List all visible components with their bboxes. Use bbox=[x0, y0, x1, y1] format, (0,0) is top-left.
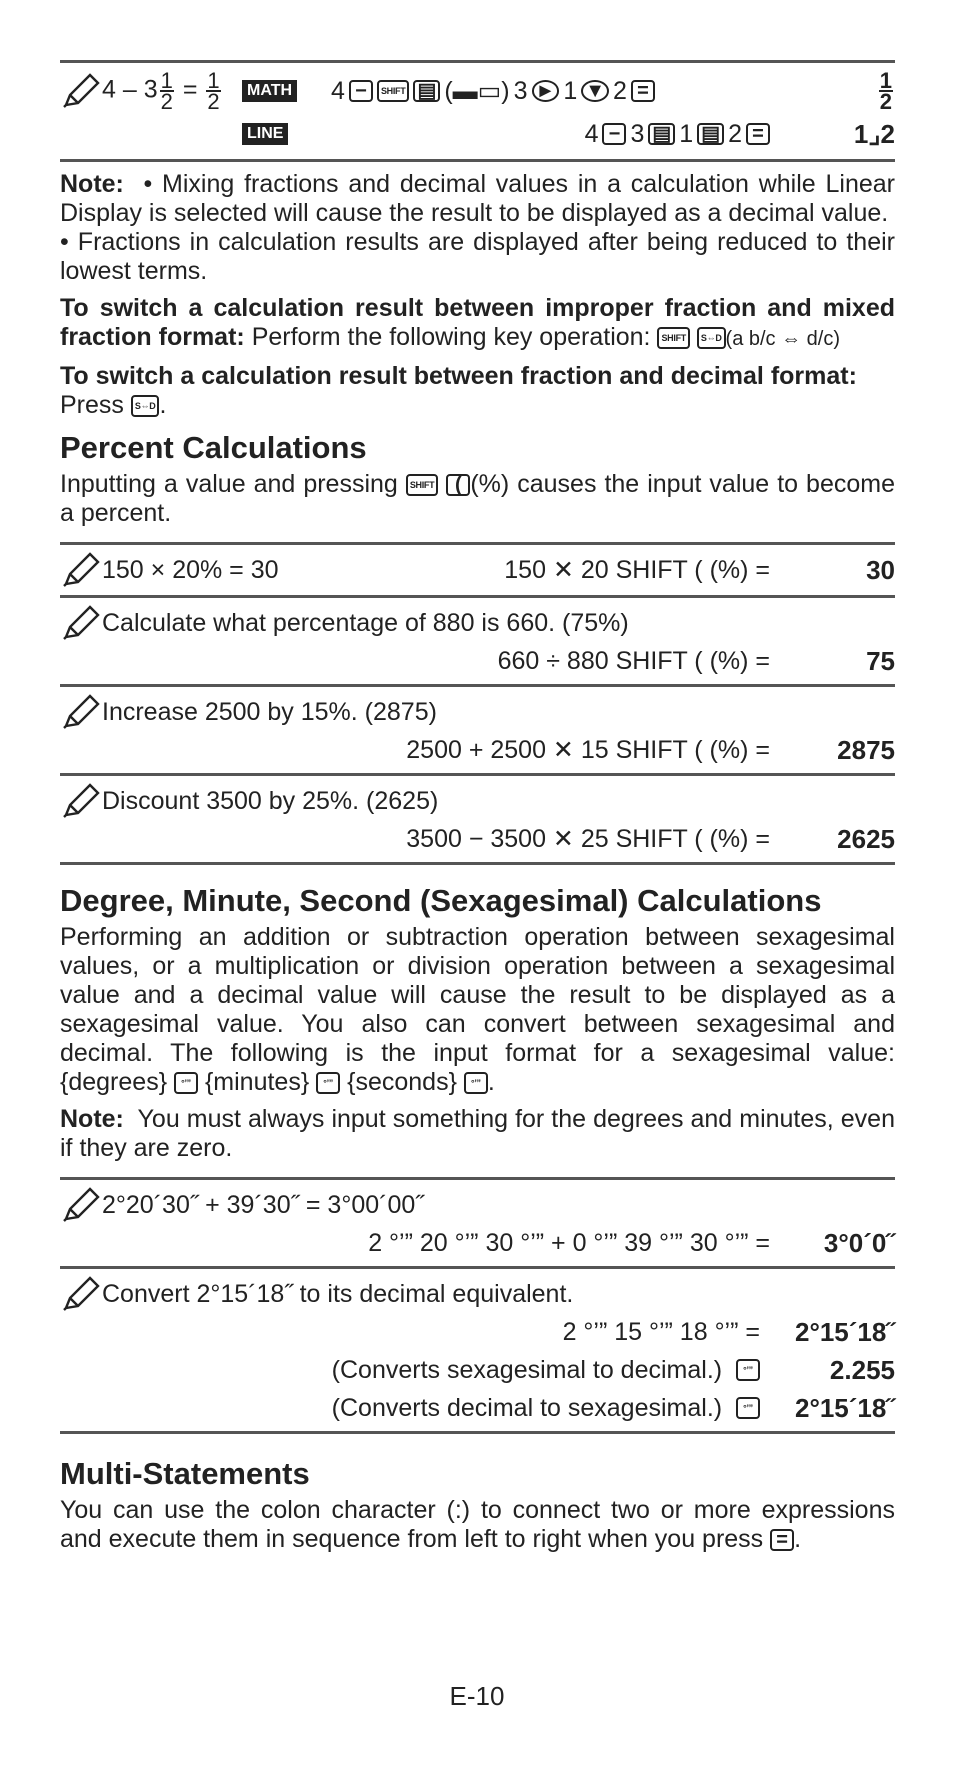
pencil-icon bbox=[60, 783, 102, 819]
math-badge: MATH bbox=[242, 80, 297, 102]
math-key-sequence: 4 − SHIFT ▤ (▬▭) 3 ► 1 ▼ 2 = bbox=[297, 77, 770, 106]
multi-heading: Multi-Statements bbox=[60, 1456, 310, 1491]
dms-convert-example: Convert 2°15´18˝ to its decimal equivalent. 2 °’” 15 °’” 18 °’” = 2°15´18˝ (Converts sexagesimal to decimal.) °’” 2.255 (Converts decimal to sexagesimal.) °’” 2°15´18˝ bbox=[60, 1269, 895, 1434]
dms-heading: Degree, Minute, Second (Sexagesimal) Calculations bbox=[60, 883, 822, 918]
dms-example: 2°20´30˝ + 39´30˝ = 3°00´00˝ 2 °’” 20 °’” 30 °’” + 0 °’” 39 °’” 30 °’” = 3°0´0˝ bbox=[60, 1180, 895, 1269]
pencil-icon bbox=[60, 1276, 102, 1312]
page-number: E-10 bbox=[449, 1681, 505, 1711]
pencil-icon bbox=[60, 694, 102, 730]
percent-heading: Percent Calculations bbox=[60, 430, 367, 465]
pencil-icon bbox=[60, 552, 102, 588]
multi-paragraph: You can use the colon character (:) to connect two or more expressions and execute them in sequence from left to right when you press = . bbox=[60, 1496, 895, 1553]
pencil-icon bbox=[60, 1187, 102, 1223]
sd-key: S⇔D bbox=[131, 395, 160, 417]
note-fractions: Note: • Mixing fractions and decimal values in a calculation while Linear Display is selected will cause the result to be displayed as a decimal value. • Fractions in calculation results are displayed after being reduced to their lowest terms. bbox=[60, 170, 895, 285]
math-result: $\frac{1}{2}$ bbox=[879, 68, 892, 114]
percent-intro: Inputting a value and pressing SHIFT ( (%) causes the input value to become a percent. bbox=[60, 470, 895, 527]
line-key-sequence: 4 − 3 ▤ 1 ▤ 2 = bbox=[288, 120, 770, 149]
line-badge: LINE bbox=[242, 123, 288, 145]
switch-mixed-fraction: To switch a calculation result between improper fraction and mixed fraction format: Perform the following key operation: SHIFT S⇔D (a b/c ⇔ d/c) bbox=[60, 294, 895, 351]
percent-example: Discount 3500 by 25%. (2625) 3500 − 3500 ✕ 25 SHIFT ( (%) = 2625 bbox=[60, 776, 895, 865]
percent-example: 150 × 20% = 30 150 ✕ 20 SHIFT ( (%) = 30 bbox=[60, 545, 895, 598]
switch-decimal: To switch a calculation result between fraction and decimal format: Press S⇔D . bbox=[60, 362, 857, 419]
percent-example: Calculate what percentage of 880 is 660. (75%) 660 ÷ 880 SHIFT ( (%) = 75 bbox=[60, 598, 895, 687]
fraction-expression: 4 – 3 $\frac{1}{2}$ = $\frac{1}{2}$ bbox=[102, 68, 220, 114]
dms-note: Note: You must always input something for the degrees and minutes, even if they are zero. bbox=[60, 1105, 895, 1162]
pencil-icon bbox=[60, 605, 102, 641]
dms-paragraph: Performing an addition or subtraction operation between sexagesimal values, or a multiplication or division operation between a sexagesimal value and a decimal value will cause the result to be displayed as a sexagesimal value. You also can convert between sexagesimal and decimal. The following is the input format for a sexagesimal value: {degrees} °’” {minutes} °’” {seconds} °’” . bbox=[60, 923, 895, 1096]
sd-key: S⇔D bbox=[697, 327, 726, 349]
percent-example: Increase 2500 by 15%. (2875) 2500 + 2500 ✕ 15 SHIFT ( (%) = 2875 bbox=[60, 687, 895, 776]
pencil-icon bbox=[60, 73, 102, 109]
shift-key: SHIFT bbox=[657, 327, 690, 349]
line-result: 1⌟2 bbox=[853, 118, 895, 149]
fraction-example bbox=[60, 63, 895, 162]
